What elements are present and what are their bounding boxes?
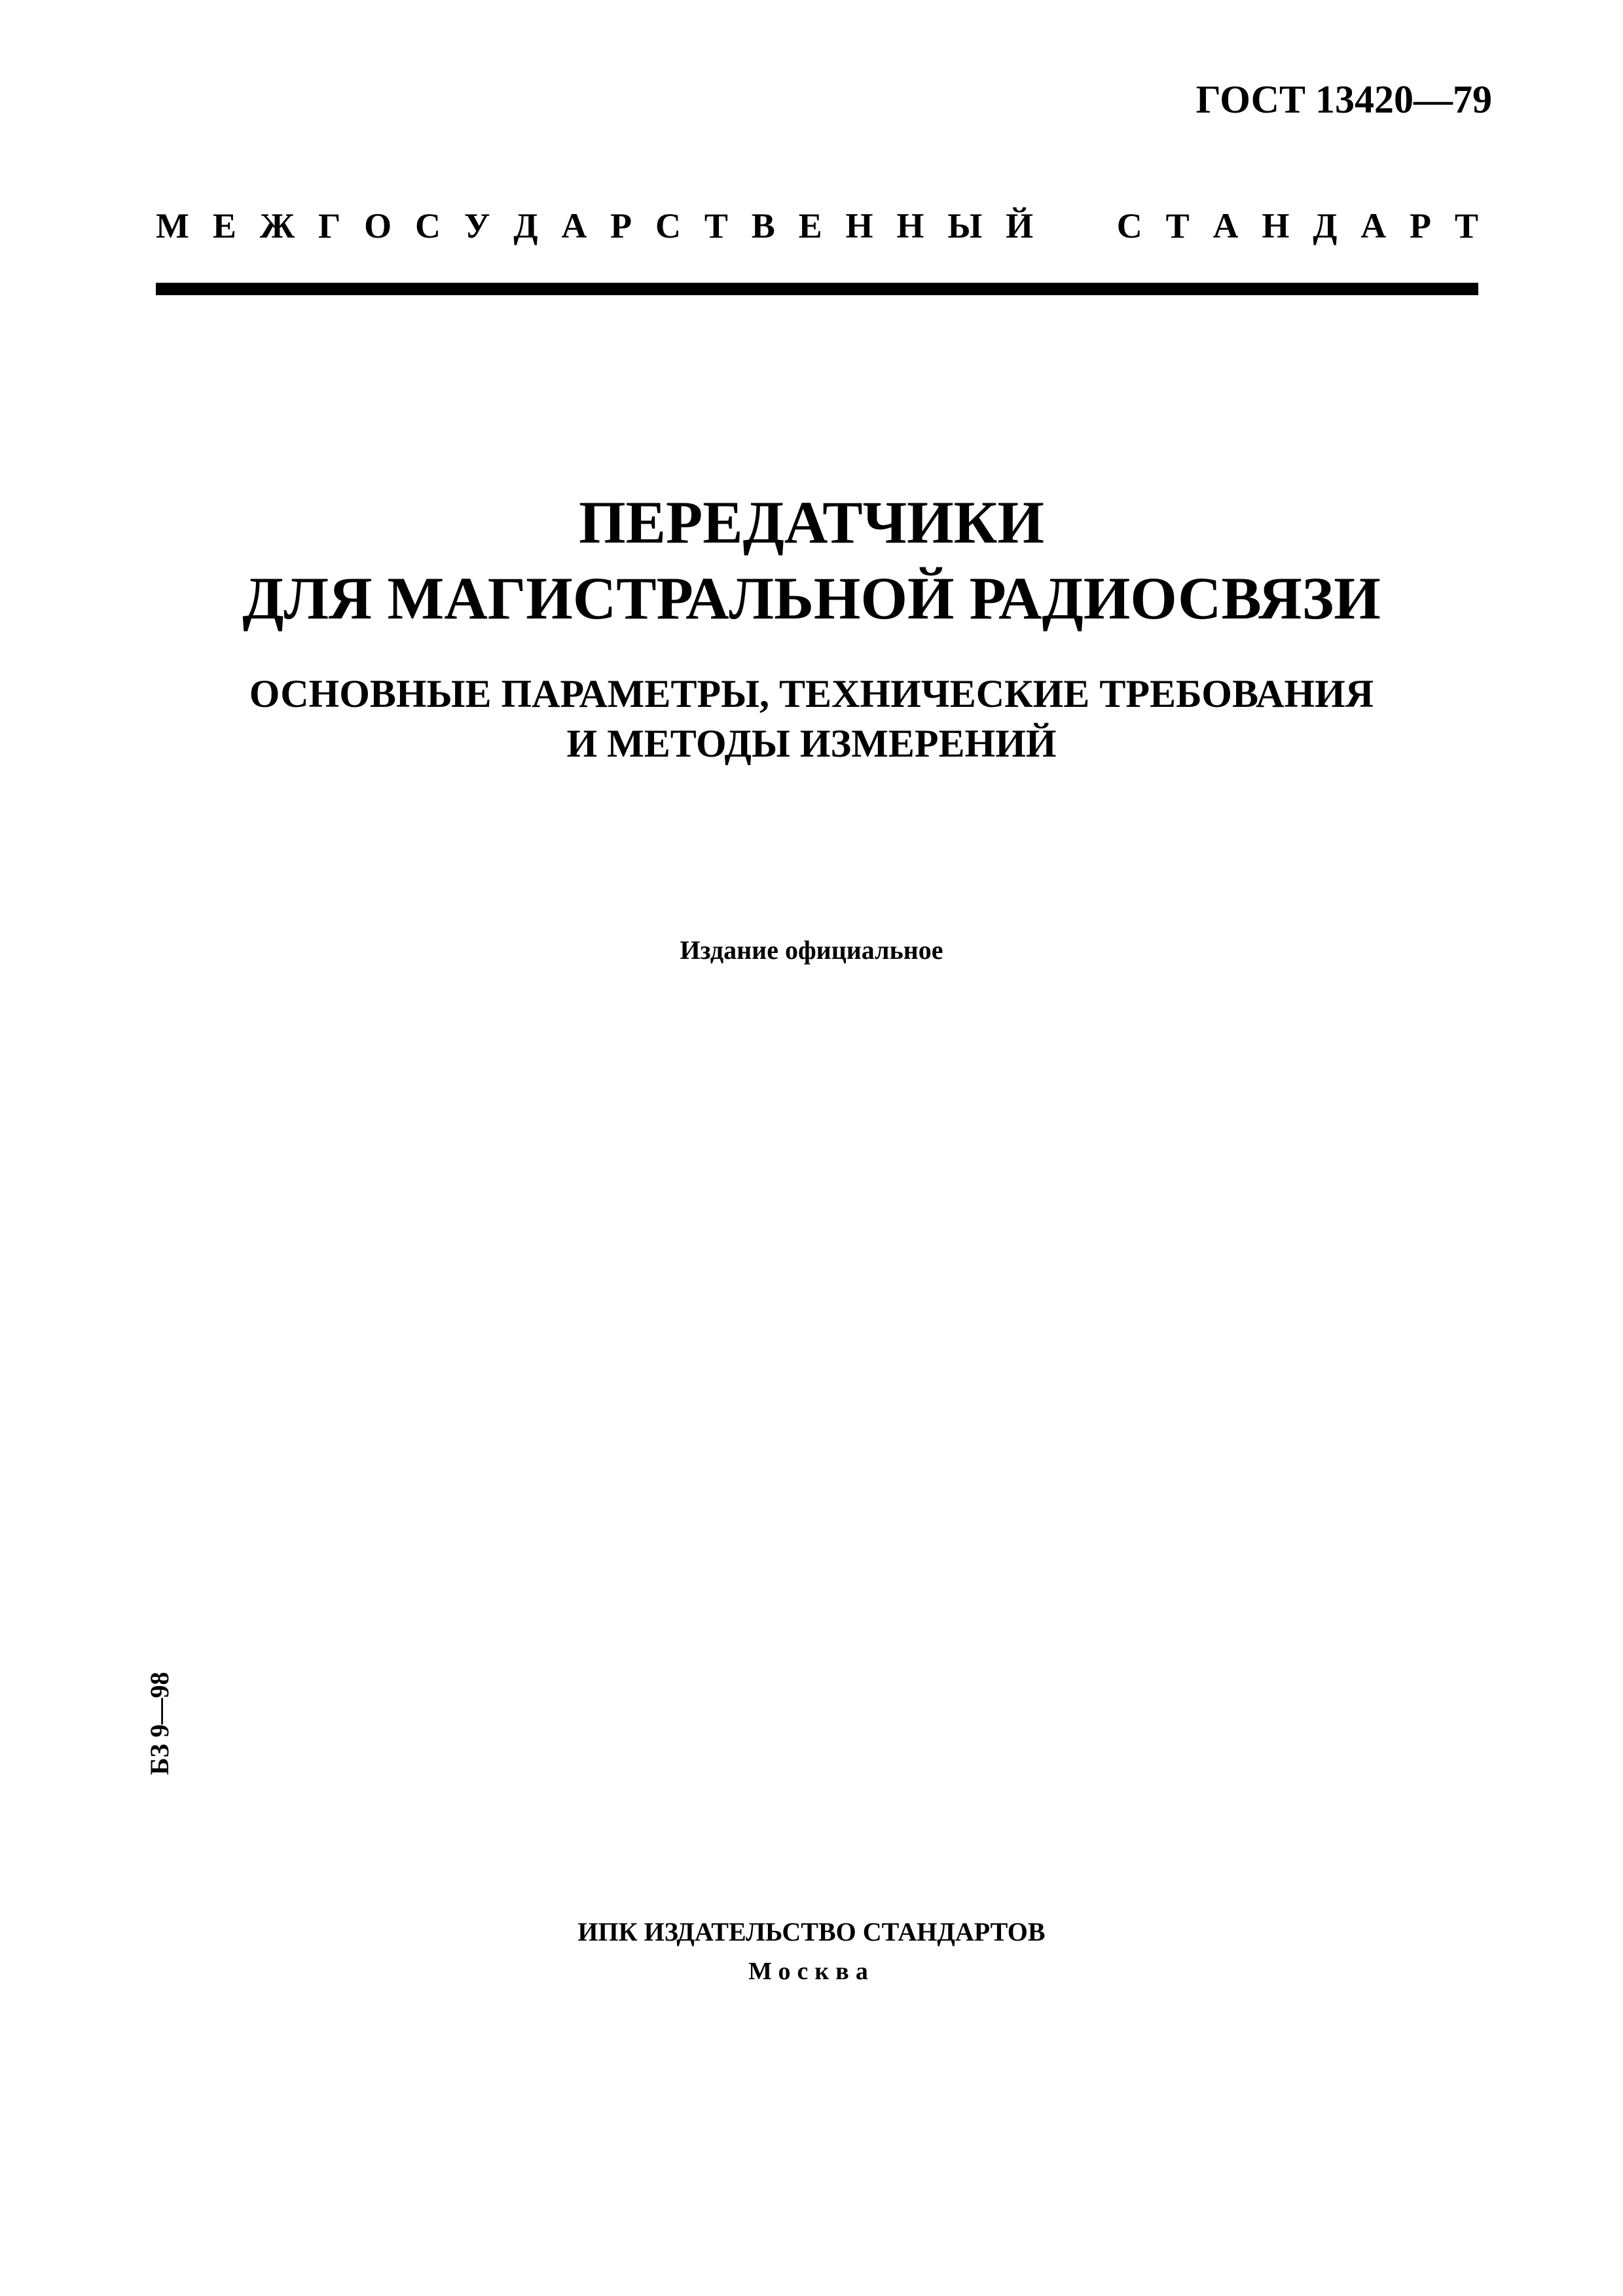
publisher: ИПК ИЗДАТЕЛЬСТВО СТАНДАРТОВ [577,1917,1046,1946]
category-letter: С [1116,206,1142,245]
category-letter: Д [1313,206,1338,245]
category-letter: Ы [947,206,983,245]
category-letter: Р [610,206,632,245]
heading-rule [156,283,1478,295]
category-letter: Т [704,206,728,245]
category-letter: Н [845,206,873,245]
category-letter: Р [1410,206,1432,245]
title-line-2: ДЛЯ МАГИСТРАЛЬНОЙ РАДИОСВЯЗИ [242,565,1381,632]
side-code: БЗ 9—98 [145,1672,174,1775]
category-letter: А [561,206,587,245]
category-letter: Д [513,206,538,245]
subtitle-line-1: ОСНОВНЫЕ ПАРАМЕТРЫ, ТЕХНИЧЕСКИЕ ТРЕБОВАНИЯ [249,672,1374,715]
category-letter: А [1213,206,1239,245]
category-letter: Е [212,206,236,245]
standard-category-heading [156,208,1478,243]
category-letter: О [364,206,392,245]
category-letter: У [464,206,490,245]
category-letter: Ж [259,206,295,245]
category-letter: С [655,206,682,245]
title-line-1: ПЕРЕДАТЧИКИ [579,489,1044,556]
document-subtitle [0,669,1623,768]
category-letter: М [156,206,189,245]
category-letter: С [415,206,441,245]
category-letter: Т [1454,206,1478,245]
category-letter: Г [318,206,341,245]
category-letter: Н [1262,206,1290,245]
category-letter: Й [1006,206,1034,245]
publisher-city: Москва [748,1958,875,1985]
edition-note: Издание официальное [680,935,943,965]
document-title [0,484,1623,636]
subtitle-line-2: И МЕТОДЫ ИЗМЕРЕНИЙ [566,722,1057,765]
category-letter: В [751,206,775,245]
category-letter: Н [896,206,924,245]
category-letter: Е [798,206,822,245]
standard-number: ГОСТ 13420—79 [1195,78,1492,121]
category-letter: А [1360,206,1387,245]
category-letter: Т [1165,206,1190,245]
